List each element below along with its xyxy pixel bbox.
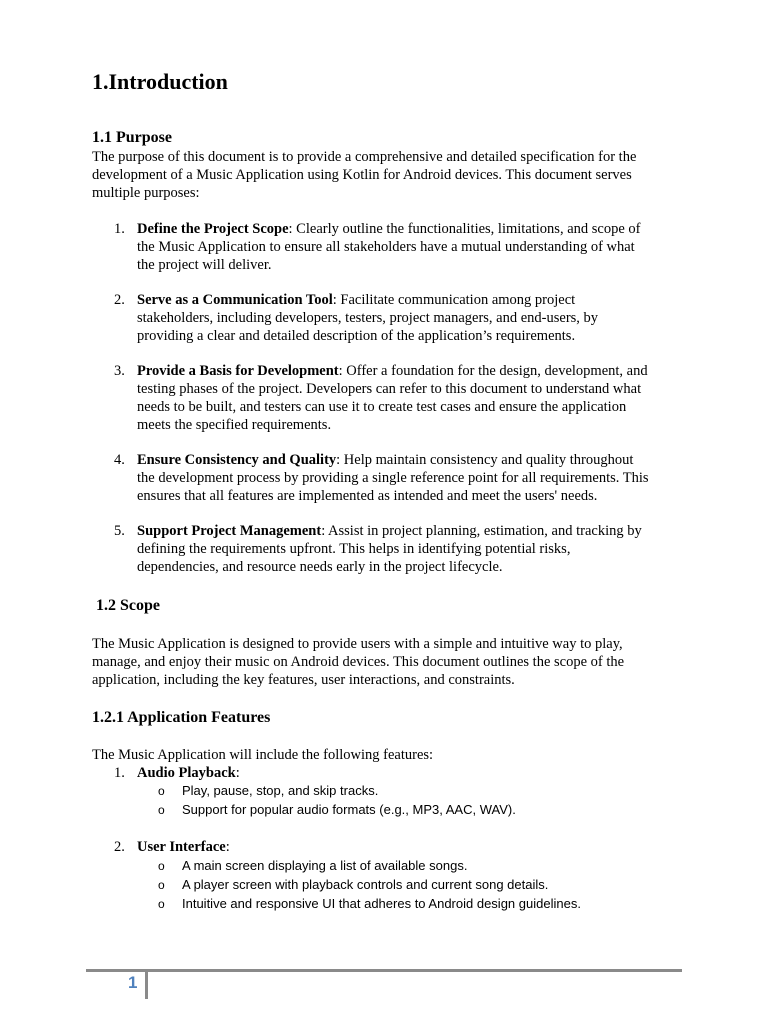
text-line: stakeholders, including developers, testers, project managers, and end-users, by <box>137 310 599 326</box>
bullet-text: Support for popular audio formats (e.g., MP3, AAC, WAV). <box>182 802 516 817</box>
list-number: 4. <box>114 452 125 468</box>
list-number: 5. <box>114 523 125 539</box>
purpose-heading: 1.1 Purpose <box>92 129 172 146</box>
feature-bullet <box>92 876 692 894</box>
feature-title: Audio Playback <box>137 765 236 781</box>
purpose-item-2 <box>92 291 692 345</box>
text-line: the development process by providing a single reference point for all requirements. This <box>137 470 649 486</box>
feature-title: User Interface <box>137 839 226 855</box>
bullet-text: Play, pause, stop, and skip tracks. <box>182 783 379 798</box>
list-number: 3. <box>114 363 125 379</box>
text-line: the project will deliver. <box>137 257 272 273</box>
feature-bullet <box>92 801 692 819</box>
hollow-bullet-icon: o <box>158 784 165 798</box>
text-line: ensures that all features are implemented as intended and meet the users' needs. <box>137 488 598 504</box>
text-line: needs to be built, and testers can use it to create test cases and ensure the application <box>137 399 627 415</box>
feature-bullet <box>92 857 692 875</box>
text-line: : Facilitate communication among project <box>332 292 576 308</box>
bullet-text: Intuitive and responsive UI that adheres to Android design guidelines. <box>182 896 581 911</box>
page-number: 1 <box>128 973 138 992</box>
list-number: 1. <box>114 765 125 781</box>
text-line: defining the requirements upfront. This helps in identifying potential risks, <box>137 541 571 557</box>
text-line: providing a clear and detailed description of the application’s requirements. <box>137 328 576 344</box>
main-heading: 1.Introduction <box>92 69 228 94</box>
text-line: dependencies, and resource needs early in the project lifecycle. <box>137 559 503 575</box>
text-line: multiple purposes: <box>92 185 200 201</box>
feature-group-2 <box>92 838 692 856</box>
item-title: Ensure Consistency and Quality <box>137 452 337 468</box>
purpose-item-3 <box>92 362 692 434</box>
item-title: Define the Project Scope <box>137 221 289 237</box>
text-line: development of a Music Application using Kotlin for Android devices. This document serves <box>92 167 632 183</box>
footer-rule <box>86 969 682 972</box>
text-line: : Offer a foundation for the design, development, and <box>338 363 648 379</box>
feature-bullet <box>92 782 692 800</box>
text-line: The purpose of this document is to provide a comprehensive and detailed specification for the <box>92 149 637 165</box>
text-suffix: : <box>235 765 240 781</box>
list-number: 1. <box>114 221 125 237</box>
list-number: 2. <box>114 292 125 308</box>
item-title: Support Project Management <box>137 523 322 539</box>
text-line: The Music Application is designed to provide users with a simple and intuitive way to play, <box>92 636 623 652</box>
hollow-bullet-icon: o <box>158 803 165 817</box>
text-line: : Assist in project planning, estimation, and tracking by <box>321 523 642 539</box>
item-title: Provide a Basis for Development <box>137 363 339 379</box>
text-line: : Help maintain consistency and quality throughout <box>336 452 634 468</box>
bullet-text: A player screen with playback controls and current song details. <box>182 877 549 892</box>
text-line: manage, and enjoy their music on Android devices. This document outlines the scope of the <box>92 654 625 670</box>
purpose-item-4 <box>92 451 692 505</box>
item-title: Serve as a Communication Tool <box>137 292 333 308</box>
text-line: : Clearly outline the functionalities, limitations, and scope of <box>288 221 641 237</box>
features-intro: The Music Application will include the following features: <box>92 747 434 763</box>
page-number-divider <box>145 971 148 999</box>
feature-group-1 <box>92 764 692 782</box>
text-line: testing phases of the project. Developers can refer to this document to understand what <box>137 381 642 397</box>
list-number: 2. <box>114 839 125 855</box>
purpose-intro <box>92 148 692 202</box>
hollow-bullet-icon: o <box>158 897 165 911</box>
text-suffix: : <box>225 839 230 855</box>
scope-heading: 1.2 Scope <box>96 597 160 614</box>
text-line: application, including the key features, user interactions, and constraints. <box>92 672 515 688</box>
scope-paragraph <box>92 635 692 689</box>
features-heading: 1.2.1 Application Features <box>92 709 271 726</box>
feature-bullet <box>92 895 692 913</box>
text-line: the Music Application to ensure all stakeholders have a mutual understanding of what <box>137 239 635 255</box>
hollow-bullet-icon: o <box>158 878 165 892</box>
text-line: meets the specified requirements. <box>137 417 332 433</box>
bullet-text: A main screen displaying a list of available songs. <box>182 858 468 873</box>
purpose-item-1 <box>92 220 692 274</box>
purpose-item-5 <box>92 522 692 576</box>
hollow-bullet-icon: o <box>158 859 165 873</box>
